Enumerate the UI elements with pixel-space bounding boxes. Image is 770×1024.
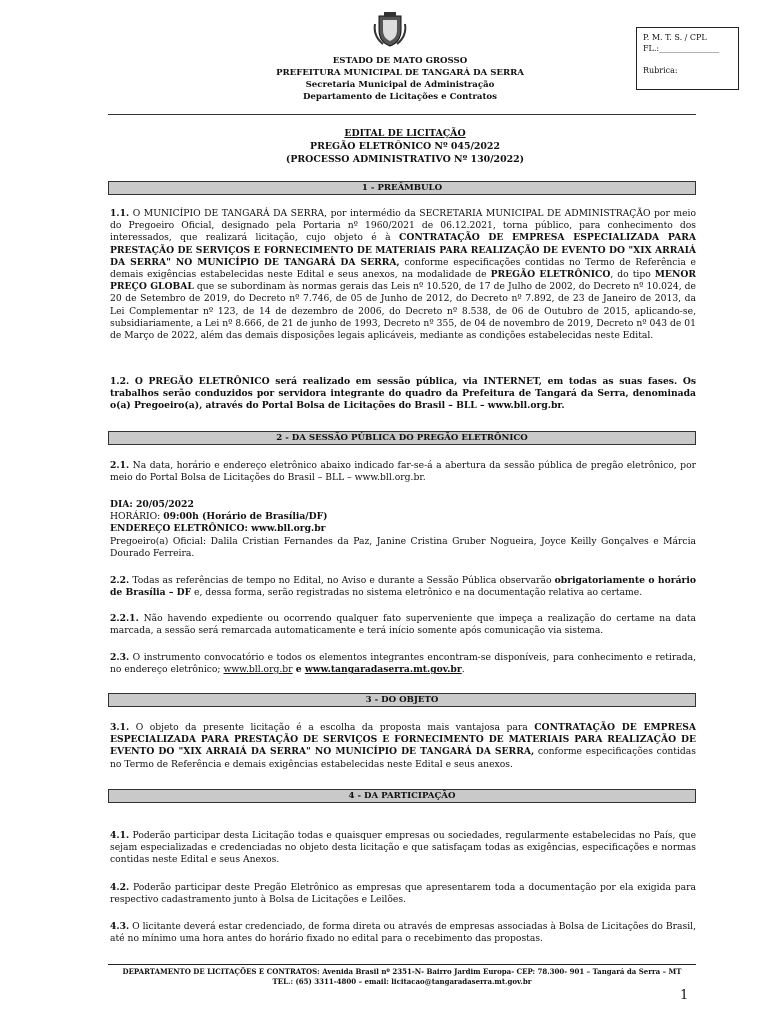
paragraph-text: Todas as referências de tempo no Edital, no Aviso e durante a Sessão Pública observarão [129,575,555,586]
paragraph-text: O objeto da presente licitação é a escolha da proposta mais vantajosa para [129,722,535,733]
paragraph-number: 2.2.1. [110,613,139,624]
session-pregoeiro: Pregoeiro(a) Oficial: Dalila Cristian Fernandes da Paz, Janine Cristina Gruber Nogueira, Joyce Keilly Gonçalves e Márcia Dourado Ferreira. [110,535,696,559]
paragraph-4-3 [110,921,696,945]
paragraph-bold: obrigatoriamente o horário de Brasília – DF [110,575,696,599]
paragraph-number: 4.2. [110,882,130,893]
stamp-line: Rubrica: [643,66,678,75]
paragraph-number: 3.1. [110,722,130,733]
header-line: ESTADO DE MATO GROSSO [332,56,468,66]
paragraph-bold: CONTRATAÇÃO DE EMPRESA ESPECIALIZADA PARA PRESTAÇÃO DE SERVIÇOS E FORNECIMENTO DE MATERIAIS PARA REALIZAÇÃO DE EVENTO DO "XIX ARRAIÁ DA SERRA" NO MUNICÍPIO DE TANGARÁ DA SERRA, [110,722,696,758]
paragraph-1-1 [110,208,696,342]
paragraph-number: 2.1. [110,460,130,471]
paragraph-bold: MENOR PREÇO GLOBAL [110,269,696,293]
paragraph-text: conforme especificações contidas no Termo de Referência e demais exigências estabelecidas neste Edital e seus anexos, na modalidade de [110,256,696,281]
paragraph-text: conforme especificações contidas no Termo de Referência e demais exigências estabelecidas neste Edital e seus anexos. [110,746,696,770]
page-footer [108,967,696,986]
paragraph-text: que se subordinam às normas gerais das Leis nº 10.520, de 17 de Julho de 2002, do Decreto nº 10.024, de 20 de Setembro de 2019, do Decreto nº 7.746, de 05 de Junho de 2012, do Decreto nº 7.892, de 23 de Janeiro de 2013, da Lei Complementar nº 123, de 14 de dezembro de 2006, do Decreto nº 8.538, de 06 de Outubro de 2015, aplicando-se, subsidiariamente, a Lei nº 8.666, de 21 de junho de 1993, Decreto nº 355, de 04 de novembro de 2019, Decreto nº 043 de 01 de Março de 2022, além das demais disposições legais aplicáveis, mediante as condições estabelecidas neste Edital. [110,281,696,342]
paragraph-text: , do tipo [610,269,655,281]
paragraph-text: O MUNICÍPIO DE TANGARÁ DA SERRA, por intermédio da SECRETARIA MUNICIPAL DE ADMINISTRAÇÃO por meio do Pregoeiro Oficial, designado pela Portaria nº 1960/2021 de 06.12.2021, torna público, para conhecimento dos interessados, que realizará licitação, cujo objeto é à [110,208,696,244]
footer-line: DEPARTAMENTO DE LICITAÇÕES E CONTRATOS: Avenida Brasil nº 2351-N- Bairro Jardim Europa- CEP: 78.300- 901 – Tangará da Serra – MT [122,967,682,976]
section-heading-objeto: 3 - DO OBJETO [108,693,696,707]
session-time [110,511,696,523]
bll-link[interactable]: www.bll.org.br [223,664,293,676]
session-time-value: 09:00h (Horário de Brasília/DF) [163,511,328,523]
paragraph-2-2-1 [110,613,696,637]
protocol-stamp-box [636,27,739,90]
coat-of-arms-icon [371,10,409,48]
session-address: ENDEREÇO ELETRÔNICO: www.bll.org.br [110,523,326,535]
edital-title [180,127,630,166]
paragraph-text: Poderão participar deste Pregão Eletrônico as empresas que apresentarem toda a documentação por ela exigida para respectivo cadastramento junto à Bolsa de Licitações e Leilões. [110,882,696,906]
stamp-line: P. M. T. S. / CPL [643,33,707,42]
paragraph-number: 4.1. [110,830,130,841]
paragraph-2-1 [110,460,696,484]
footer-divider [108,964,696,965]
paragraph-text: e [292,664,305,676]
paragraph-3-1 [110,722,696,771]
paragraph-bold: PREGÃO ELETRÔNICO [490,269,611,281]
section-heading-sessao-publica: 2 - DA SESSÃO PÚBLICA DO PREGÃO ELETRÔNICO [108,431,696,445]
paragraph-text: O instrumento convocatório e todos os elementos integrantes encontram-se disponíveis, para conhecimento e retirada, no endereço eletrônico; [110,652,696,676]
session-time-label: HORÁRIO: [110,511,164,523]
stamp-spacer [643,54,732,65]
paragraph-4-2 [110,882,696,906]
paragraph-text: Não havendo expediente ou ocorrendo qualquer fato superveniente que impeça a realização do certame na data marcada, a sessão será remarcada automaticamente e terá início somente após comunicação via sistema. [110,613,696,637]
stamp-line: FL.:_______________ [643,44,720,53]
paragraph-number: 4.3. [110,921,130,932]
paragraph-number: 2.2. [110,575,130,586]
paragraph-number: 1.1. [110,208,130,219]
section-heading-participacao: 4 - DA PARTICIPAÇÃO [108,789,696,803]
session-date: DIA: 20/05/2022 [110,499,194,510]
paragraph-text: Na data, horário e endereço eletrônico abaixo indicado far-se-á a abertura da sessão pública de pregão eletrônico, por meio do Portal Bolsa de Licitações do Brasil – BLL – www.bll.org.br. [110,460,696,484]
paragraph-number: 2.3. [110,652,130,663]
header-line: Departamento de Licitações e Contratos [302,92,498,102]
title-line: EDITAL DE LICITAÇÃO [344,128,466,139]
paragraph-text: O licitante deverá estar credenciado, de forma direta ou através de empresas associadas à Bolsa de Licitações do Brasil, até no mínimo uma hora antes do horário fixado no edital para o recebimento das propostas. [110,921,696,945]
footer-line: TEL.: (65) 3311-4800 – email: licitacao@tangaradaserra.mt.gov.br [272,976,532,986]
paragraph-text: . [461,664,465,676]
paragraph-4-1 [110,830,696,867]
page-number: 1 [680,988,689,1003]
header-line: PREFEITURA MUNICIPAL DE TANGARÁ DA SERRA [276,68,524,78]
paragraph-text: Poderão participar desta Licitação todas e quaisquer empresas ou sociedades, regularmente estabelecidas no País, que sejam especializadas e credenciadas no objeto desta licitação e que satisfaçam todas as exigências, especificações e normas contidas neste Edital e seus Anexos. [110,830,696,866]
title-line: (PROCESSO ADMINISTRATIVO Nº 130/2022) [285,154,525,165]
paragraph-bold: CONTRATAÇÃO DE EMPRESA ESPECIALIZADA PARA PRESTAÇÃO DE SERVIÇOS E FORNECIMENTO DE MATERIAIS PARA REALIZAÇÃO DE EVENTO DO "XIX ARRAIÁ DA SERRA" NO MUNICÍPIO DE TANGARÁ DA SERRA, [110,232,696,268]
header-divider [108,114,696,115]
header-line: Secretaria Municipal de Administração [305,80,495,90]
paragraph-1-2: 1.2. O PREGÃO ELETRÔNICO será realizado em sessão pública, via INTERNET, em todas as suas fases. Os trabalhos serão conduzidos por servidora integrante do quadro da Prefeitura de Tangará da Serra, denominada o(a) Pregoeiro(a), através do Portal Bolsa de Licitações do Brasil – BLL – www.bll.org.br. [110,376,696,412]
paragraph-2-3 [110,652,696,676]
title-line: PREGÃO ELETRÔNICO Nº 045/2022 [310,141,500,152]
paragraph-2-2 [110,575,696,599]
document-header [220,55,580,103]
paragraph-text: e, dessa forma, serão registradas no sistema eletrônico e na documentação relativa ao certame. [191,587,643,599]
section-heading-preambulo: 1 - PREÂMBULO [108,181,696,195]
prefeitura-link[interactable]: www.tangaradaserra.mt.gov.br [304,664,462,676]
session-details [110,499,696,560]
